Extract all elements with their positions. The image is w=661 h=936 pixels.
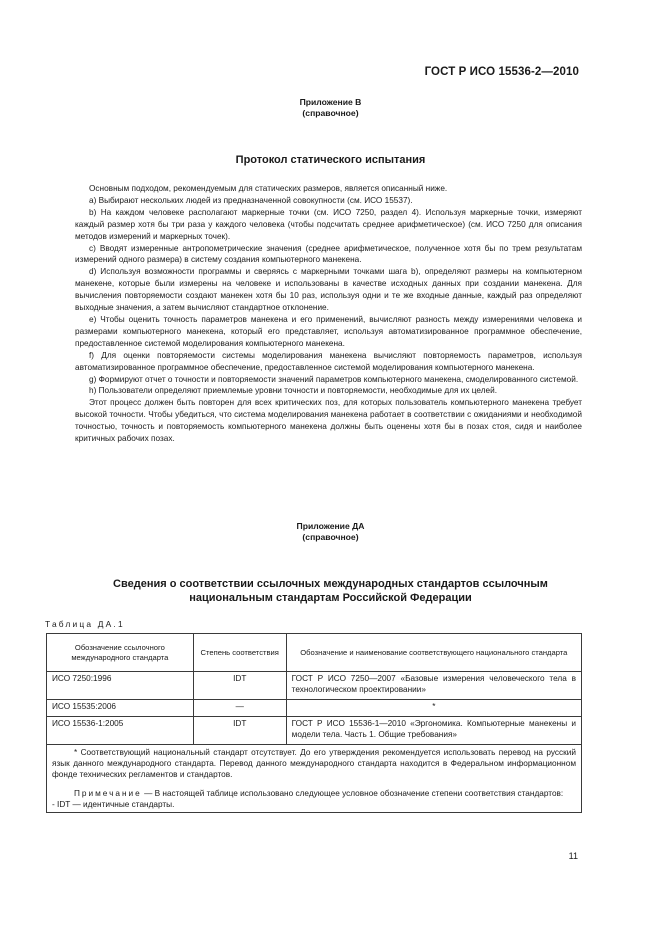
cell-degree: IDT xyxy=(193,717,286,745)
list-item-g: g) Формируют отчет о точности и повторяемости значений параметров компьютерного манекена, смоделированного системой. xyxy=(89,374,579,384)
table-header-row xyxy=(47,634,582,672)
table-row xyxy=(47,717,582,745)
annex-b-title: Протокол статического испытания xyxy=(235,154,426,166)
list-item-b: b) На каждом человеке располагают маркерные точки (см. ИСО 7250, раздел 4). Используя маркерные точки, измеряют каждый размер хотя бы три раза у каждого человека (чтобы подсчитать среднее арифметическое) (см. ИСО 7250 для описания методов измерений и маркерных точек). xyxy=(75,207,582,241)
annex-da-kind: (справочное) xyxy=(302,532,359,542)
column-header-national: Обозначение и наименование соответствующего национального стандарта xyxy=(286,634,581,672)
note-item: - IDT — идентичные стандарты. xyxy=(52,799,175,809)
cell-intl: ИСО 15535:2006 xyxy=(47,700,194,717)
annex-b-label: Приложение В xyxy=(299,97,362,107)
list-item-f: f) Для оценки повторяемости системы моделирования манекена вычисляют повторяемость параметров, используя автоматизированное программное обеспечение, предоставленное системой моделирования компьютерного манекена. xyxy=(75,350,582,372)
column-header-intl: Обозначение ссылочного международного стандарта xyxy=(47,634,194,672)
table-footnote-cell xyxy=(47,745,582,813)
cell-degree: IDT xyxy=(193,672,286,700)
column-header-degree: Степень соответствия xyxy=(193,634,286,672)
cell-national: ГОСТ Р ИСО 7250—2007 «Базовые измерения человеческого тела в технологическом проектировании» xyxy=(286,672,581,700)
page-number: 11 xyxy=(568,851,578,861)
list-item-c: c) Вводят измеренные антропометрические значения (среднее арифметическое, полученное хотя бы по трем результатам измерений одного размера) в систему создания компьютерного манекена. xyxy=(75,243,582,265)
footnote: * Соответствующий национальный стандарт отсутствует. До его утверждения рекомендуется использовать перевод на русский язык данного международного стандарта. Перевод данного международного стандарта находится в Федеральном информационном фонде технических регламентов и стандартов. xyxy=(52,748,576,780)
annex-da-title-line1: Сведения о соответствии ссылочных международных стандартов ссылочным xyxy=(113,578,548,590)
annex-da-label: Приложение ДА xyxy=(296,521,365,531)
list-item-e: e) Чтобы оценить точность параметров манекена и его применений, вычисляют разность между измерениями человека и размерами компьютерного манекена, который его представляет, используя автоматизированное программное обеспечение, предоставленное системой моделирования компьютерного манекена. xyxy=(75,314,582,348)
cell-national: * xyxy=(286,700,581,717)
cell-degree: — xyxy=(193,700,286,717)
paragraph: Основным подходом, рекомендуемым для статических размеров, является описанный ниже. xyxy=(89,184,448,193)
table-row xyxy=(47,700,582,717)
cell-intl: ИСО 7250:1996 xyxy=(47,672,194,700)
table-label: Таблица ДА.1 xyxy=(45,619,125,629)
table-footnote-row xyxy=(47,745,582,813)
table-row xyxy=(47,672,582,700)
note-label: Примечание xyxy=(74,788,142,798)
paragraph: Этот процесс должен быть повторен для всех критических поз, для которых пользователь компьютерного манекена требует высокой точности. Чтобы убедиться, что система моделирования манекена работает в соответствии с ожиданиями и необходимой точностью, точность и повторяемость компьютерного манекена должны быть оценены хотя бы в позах стоя, сидя и наиболее критичных рабочих позах. xyxy=(75,398,582,444)
correspondence-table xyxy=(46,633,582,813)
annex-da-title-line2: национальным стандартам Российской Федерации xyxy=(189,592,472,604)
list-item-a: a) Выбирают нескольких людей из предназначенной совокупности (см. ИСО 15537). xyxy=(89,195,413,205)
table-note xyxy=(52,788,576,799)
note-text: — В настоящей таблице использовано следующее условное обозначение степени соответствия стандартов: xyxy=(144,788,564,798)
annex-b-kind: (справочное) xyxy=(302,108,359,118)
list-item-d: d) Используя возможности программы и сверяясь с маркерными точками шага b), определяют размеры на компьютерном манекене, которые были измерены на человеке и использованы в качестве исходных данных при создании манекена. Для вычисления повторяемости создают манекен хотя бы 10 раз, используя одни и те же входные данные, каждый раз определяют выходные значения, а затем вычисляют стандартное отклонение. xyxy=(75,267,582,313)
cell-intl: ИСО 15536-1:2005 xyxy=(47,717,194,745)
standard-header: ГОСТ Р ИСО 15536-2—2010 xyxy=(424,66,579,78)
annex-b-body xyxy=(75,183,582,445)
cell-national: ГОСТ Р ИСО 15536-1—2010 «Эргономика. Компьютерные манекены и модели тела. Часть 1. Общие требования» xyxy=(286,717,581,745)
list-item-h: h) Пользователи определяют приемлемые уровни точности и повторяемости, необходимые для их целей. xyxy=(89,386,498,396)
annex-da-title xyxy=(0,577,661,605)
